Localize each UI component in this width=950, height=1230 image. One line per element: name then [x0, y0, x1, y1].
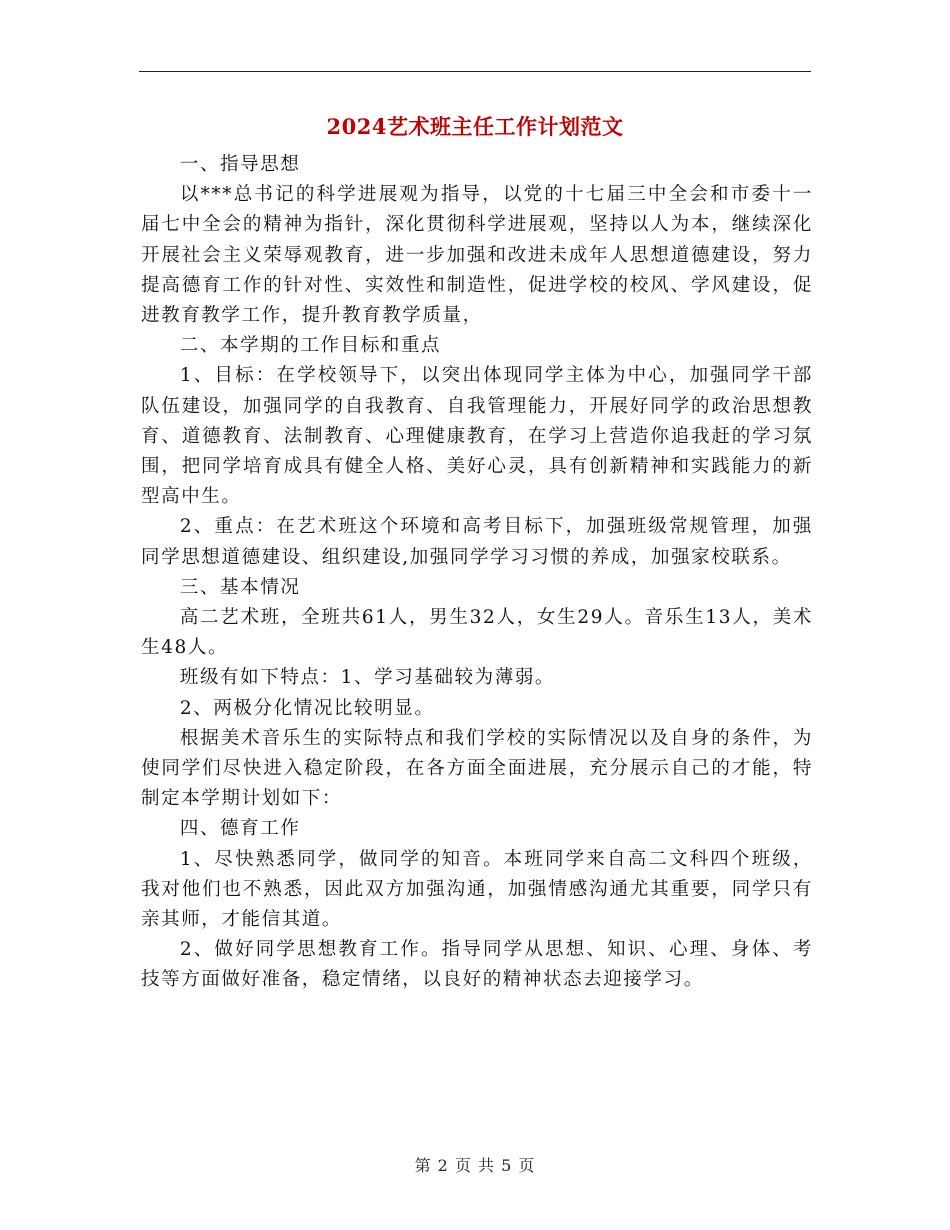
paragraph-moral-item-1: 1、尽快熟悉同学，做同学的知音。本班同学来自高二文科四个班级，我对他们也不熟悉，因此双方加强沟通，加强情感沟通尤其重要，同学只有亲其师，才能信其道。 — [141, 848, 813, 931]
paragraph-goals: 1、目标：在学校领导下，以突出体现同学主体为中心，加强同学干部队伍建设，加强同学的自我教育、自我管理能力，开展好同学的政治思想教育、道德教育、法制教育、心理健康教育，在学习上营造你追我赶的学习氛围，把同学培育成具有健全人格、美好心灵，具有创新精神和实践能力的新型高中生。 — [141, 365, 813, 508]
paragraph-plan-intro: 根据美术音乐生的实际特点和我们学校的实际情况以及自身的条件，为使同学们尽快进入稳定阶段，在各方面全面进展，充分展示自己的才能，特制定本学期计划如下： — [141, 727, 813, 810]
page-number: 第 2 页 共 5 页 — [414, 1156, 536, 1175]
paragraph-guiding-ideology: 以***总书记的科学进展观为指导，以党的十七届三中全会和市委十一届七中全会的精神为指针，深化贯彻科学进展观，坚持以人为本，继续深化开展社会主义荣辱观教育，进一步加强和改进未成年人思想道德建设，努力提高德育工作的针对性、实效性和制造性，促进学校的校风、学风建设，促进教育教学工作，提升教育教学质量， — [141, 184, 813, 327]
paragraph-class-feature-2: 2、两极分化情况比较明显。 — [179, 697, 435, 719]
paragraph-class-feature-1: 班级有如下特点：1、学习基础较为薄弱。 — [179, 667, 556, 689]
header-rule — [139, 71, 811, 72]
section-heading-goals: 二、本学期的工作目标和重点 — [179, 335, 442, 357]
document-body — [141, 150, 813, 996]
section-heading-moral-education: 四、德育工作 — [179, 818, 301, 840]
section-heading-basic-situation: 三、基本情况 — [179, 576, 301, 598]
paragraph-class-stats: 高二艺术班，全班共61人，男生32人，女生29人。音乐生13人，美术生48人。 — [141, 607, 813, 659]
document-title: 2024艺术班主任工作计划范文 — [326, 114, 624, 139]
paragraph-key-points: 2、重点：在艺术班这个环境和高考目标下，加强班级常规管理，加强同学思想道德建设、组织建设,加强同学学习习惯的养成，加强家校联系。 — [141, 516, 813, 568]
paragraph-moral-item-2: 2、做好同学思想教育工作。指导同学从思想、知识、心理、身体、考技等方面做好准备，稳定情绪，以良好的精神状态去迎接学习。 — [141, 939, 813, 991]
section-heading-guiding-ideology: 一、指导思想 — [179, 154, 301, 175]
